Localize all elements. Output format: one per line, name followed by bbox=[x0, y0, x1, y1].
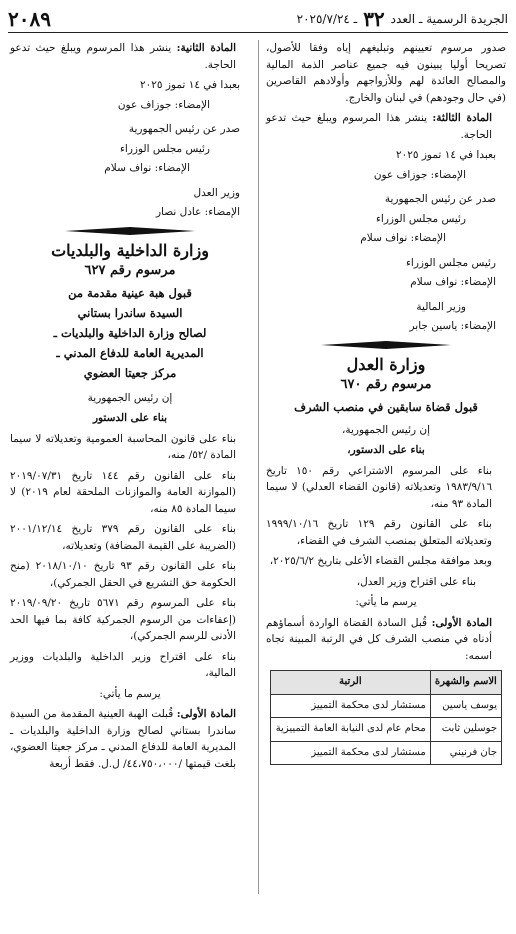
signature-president: الإمضاء: جوزاف عون bbox=[117, 98, 210, 111]
table-header-row bbox=[271, 671, 502, 695]
column-divider bbox=[258, 40, 259, 894]
clause: بناء على اقتراح وزير الداخلية والبلديات ووزير المالية، bbox=[10, 650, 236, 679]
article-label: المادة الأولى: bbox=[431, 616, 492, 629]
justice-title: وزير العدل bbox=[193, 186, 240, 199]
issued-by: صدر عن رئيس الجمهورية bbox=[128, 123, 240, 135]
article-text: قُبل السادة القضاة الواردة أسماؤهم أدناه في منصب الشرف كل في الرتبة المبينة تجاه اسمه: bbox=[266, 616, 492, 662]
article-two bbox=[10, 40, 250, 73]
pm-title: رئيس مجلس الوزراء bbox=[119, 142, 210, 155]
table-cell: محام عام لدى النيابة العامة التمييزية bbox=[271, 718, 431, 742]
clause: بناء على المرسوم الاشتراعي رقم ١٥٠ تاريخ ١٩٨٣/٩/١٦ وتعديلاته (قانون القضاء العدلي) لا سيما المادة ٩٣ منه، bbox=[266, 464, 492, 510]
article-three bbox=[266, 110, 506, 143]
right-column bbox=[266, 40, 506, 765]
table-row bbox=[271, 718, 502, 742]
clause: بناء على القانون رقم ١٤٤ تاريخ ٢٠١٩/٠٧/٣١ (الموازنة العامة والموازنات الملحقة لعام ٢٠١٩) لا سيما المادة ٨٥ منه، bbox=[10, 469, 236, 515]
article-text: قُبلت الهبة العينية المقدمة من السيدة ساندرا بستاني لصالح وزارة الداخلية والبلديات ـ المديرية العامة للدفاع المدني ـ مركز جعيتا العضوي، بلغت قيمتها /٤٤،٧٥٠،٠٠٠/ ل.ل. فقط أربعة bbox=[10, 708, 236, 770]
ministry-title: وزارة الداخلية والبلديات bbox=[51, 240, 209, 260]
ministry-title: وزارة العدل bbox=[346, 354, 426, 374]
president-line: إن رئيس الجمهورية، bbox=[341, 423, 431, 436]
table-cell: جوسلين ثابت bbox=[430, 718, 501, 742]
signature-president: الإمضاء: جوزاف عون bbox=[373, 168, 466, 181]
clause: وبعد موافقة مجلس القضاء الأعلى بتاريخ ٢٠٢٥/٦/٢، bbox=[269, 555, 492, 567]
article-text: ينشر هذا المرسوم ويبلغ حيث تدعو الحاجة. bbox=[10, 42, 236, 71]
issue-date: ـ ٢٠٢٥/٧/٢٤ bbox=[296, 12, 358, 26]
place-date: بعبدا في ١٤ تموز ٢٠٢٥ bbox=[139, 79, 240, 91]
signature-pm-2: الإمضاء: نواف سلام bbox=[410, 276, 496, 288]
article-label: المادة الثالثة: bbox=[432, 112, 493, 124]
issued-by: صدر عن رئيس الجمهورية bbox=[384, 193, 496, 205]
decree-subject-line: المديرية العامة للدفاع المدني ـ bbox=[56, 345, 204, 360]
signature-pm: الإمضاء: نواف سلام bbox=[104, 162, 190, 174]
clause: بناء على اقتراح وزير العدل، bbox=[356, 575, 476, 588]
decree-number: مرسوم رقم ٦٢٧ bbox=[84, 263, 176, 278]
decree-subject-line: لصالح وزارة الداخلية والبلديات ـ bbox=[53, 325, 207, 340]
journal-name: الجريدة الرسمية ـ العدد bbox=[390, 12, 508, 26]
article-text: ينشر هذا المرسوم ويبلغ حيث تدعو الحاجة. bbox=[266, 112, 492, 141]
decree-subject-line: مركز جعيتا العضوي bbox=[83, 365, 177, 380]
table-row bbox=[271, 741, 502, 765]
separator-icon bbox=[10, 227, 250, 235]
decrees-line: يرسم ما يأتي: bbox=[355, 596, 417, 608]
article-one bbox=[266, 615, 506, 665]
signature-justice: الإمضاء: عادل نصار bbox=[155, 206, 240, 218]
column-header: الرتبة bbox=[271, 671, 431, 695]
clause: بناء على المرسوم رقم ٥٦٧١ تاريخ ٢٠١٩/٠٩/٢٠ (إعفاءات من الرسوم الجمركية كافة بما فيها الحد الأدنى للرسم الجمركي)، bbox=[10, 597, 236, 642]
signature-pm: الإمضاء: نواف سلام bbox=[360, 232, 446, 244]
president-line: إن رئيس الجمهورية bbox=[87, 391, 173, 404]
clause: بناء على القانون رقم ١٢٩ تاريخ ١٩٩٩/١٠/١٦ وتعديلاته المتعلق بمنصب الشرف في القضاء، bbox=[266, 518, 492, 547]
constitution-line: بناء على الدستور bbox=[92, 412, 168, 424]
article-one bbox=[10, 706, 250, 772]
left-column bbox=[10, 40, 250, 776]
finance-title: وزير المالية bbox=[416, 300, 466, 313]
paragraph: صدور مرسوم تعيينهم وتبليغهم إياه وفقا للأصول، تصريحا أوليا يبينون فيه جميع عناصر الذمة المالية والمصالح العائدة لهم وللأزواجهم وأولادهم القاصرين (في حال وجودهم) في لبنان والخارج. bbox=[266, 42, 506, 104]
decrees-line: يرسم ما يأتي: bbox=[99, 687, 161, 700]
judges-table bbox=[270, 670, 502, 765]
article-label: المادة الأولى: bbox=[176, 708, 236, 720]
pm-title: رئيس مجلس الوزراء bbox=[375, 212, 466, 225]
place-date: بعبدا في ١٤ تموز ٢٠٢٥ bbox=[395, 149, 496, 161]
table-row bbox=[271, 694, 502, 718]
decree-subject-line: قبول هبة عينية مقدمة من bbox=[68, 285, 192, 300]
table-cell: مستشار لدى محكمة التمييز bbox=[271, 741, 431, 765]
clause: بناء على القانون رقم ٣٧٩ تاريخ ٢٠٠١/١٢/١٤ (الضريبة على القيمة المضافة) وتعديلاته، bbox=[10, 523, 236, 552]
issue-number: ٣٢ bbox=[363, 7, 385, 31]
column-header: الاسم والشهرة bbox=[430, 671, 501, 695]
article-label: المادة الثانية: bbox=[176, 42, 236, 54]
pm-title-2: رئيس مجلس الوزراء bbox=[405, 256, 496, 269]
table-cell: يوسف ياسين bbox=[430, 694, 501, 718]
table-cell: مستشار لدى محكمة التمييز bbox=[271, 694, 431, 718]
clause: بناء على قانون المحاسبة العمومية وتعديلاته لا سيما المادة /٥٢/ منه، bbox=[10, 432, 236, 461]
decree-number: مرسوم رقم ٦٧٠ bbox=[340, 377, 432, 392]
constitution-line: بناء على الدستور، bbox=[347, 444, 425, 456]
page-header bbox=[8, 6, 508, 33]
decree-subject: قبول قضاة سابقين في منصب الشرف bbox=[294, 399, 478, 414]
decree-subject-line: السيدة ساندرا بستاني bbox=[77, 305, 183, 320]
page-number: ٢٠٨٩ bbox=[8, 7, 51, 31]
table-cell: جان فرنيني bbox=[430, 741, 501, 765]
issue-info bbox=[297, 7, 508, 31]
separator-icon bbox=[266, 341, 506, 349]
signature-finance: الإمضاء: ياسين جابر bbox=[409, 320, 496, 332]
clause: بناء على القانون رقم ٩٣ تاريخ ٢٠١٨/١٠/١٠ (منح الحكومة حق التشريع في الحقل الجمركي)، bbox=[10, 560, 236, 589]
